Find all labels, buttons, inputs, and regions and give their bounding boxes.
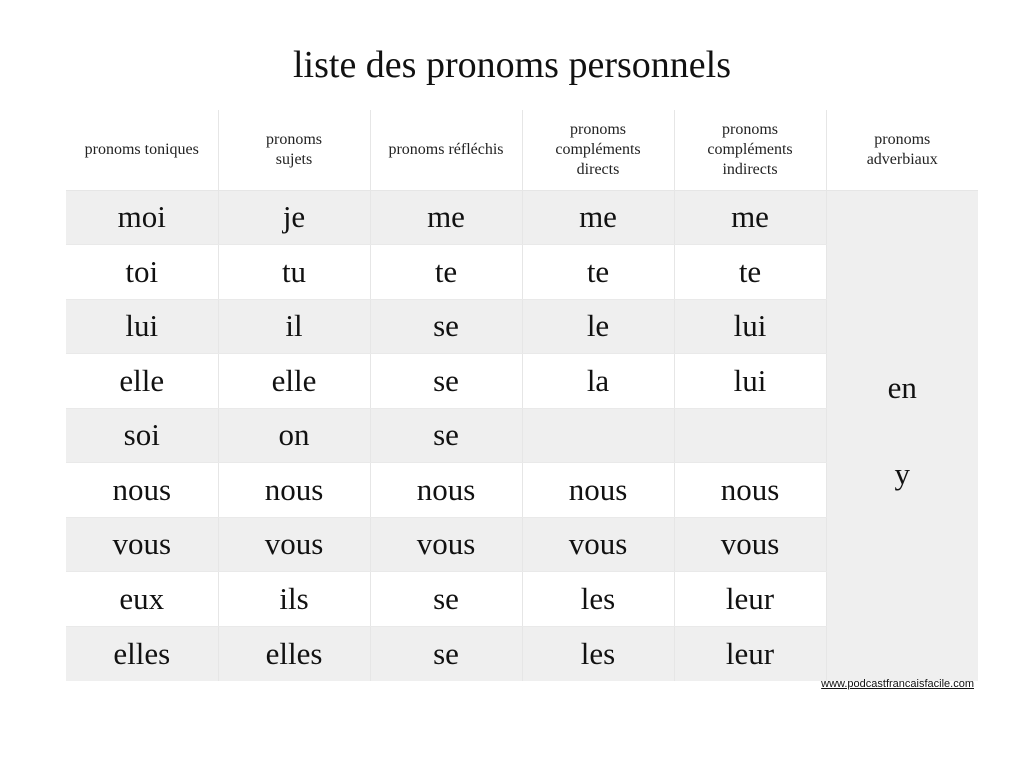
- cell-adverbiaux: [826, 190, 978, 681]
- cell-sujet: elles: [218, 626, 370, 681]
- cell-tonique: eux: [66, 572, 218, 627]
- cell-indirect: nous: [674, 463, 826, 518]
- cell-direct: te: [522, 245, 674, 300]
- cell-reflechi: me: [370, 190, 522, 245]
- adverbial-en: en: [887, 369, 917, 405]
- header-pronoms-adverbiaux: pronoms adverbiaux: [826, 110, 978, 190]
- cell-direct: [522, 408, 674, 463]
- cell-indirect: leur: [674, 626, 826, 681]
- table-row: [66, 190, 978, 245]
- cell-tonique: toi: [66, 245, 218, 300]
- header-pronoms-complements-directs: pronoms compléments directs: [522, 110, 674, 190]
- website-link[interactable]: www.podcastfrancaisfacile.com: [821, 678, 974, 690]
- pronouns-table: [66, 110, 978, 681]
- cell-indirect: vous: [674, 517, 826, 572]
- cell-direct: les: [522, 626, 674, 681]
- cell-sujet: tu: [218, 245, 370, 300]
- cell-reflechi: se: [370, 572, 522, 627]
- cell-indirect: me: [674, 190, 826, 245]
- cell-direct: le: [522, 299, 674, 354]
- cell-indirect: [674, 408, 826, 463]
- header-pronoms-reflechis: pronoms réfléchis: [370, 110, 522, 190]
- cell-sujet: ils: [218, 572, 370, 627]
- header-row: [66, 110, 978, 190]
- adverbial-y: y: [894, 455, 910, 491]
- cell-tonique: elle: [66, 354, 218, 409]
- header-pronoms-sujets: pronoms sujets: [218, 110, 370, 190]
- cell-direct: la: [522, 354, 674, 409]
- header-pronoms-complements-indirects: pronoms compléments indirects: [674, 110, 826, 190]
- cell-reflechi: se: [370, 408, 522, 463]
- cell-indirect: lui: [674, 299, 826, 354]
- cell-tonique: vous: [66, 517, 218, 572]
- page-title: liste des pronoms personnels: [292, 44, 731, 86]
- cell-reflechi: nous: [370, 463, 522, 518]
- cell-direct: les: [522, 572, 674, 627]
- cell-reflechi: se: [370, 626, 522, 681]
- cell-reflechi: se: [370, 299, 522, 354]
- cell-sujet: on: [218, 408, 370, 463]
- cell-indirect: lui: [674, 354, 826, 409]
- cell-tonique: lui: [66, 299, 218, 354]
- cell-indirect: te: [674, 245, 826, 300]
- cell-tonique: nous: [66, 463, 218, 518]
- cell-tonique: soi: [66, 408, 218, 463]
- cell-direct: nous: [522, 463, 674, 518]
- cell-tonique: elles: [66, 626, 218, 681]
- cell-reflechi: se: [370, 354, 522, 409]
- cell-reflechi: te: [370, 245, 522, 300]
- cell-indirect: leur: [674, 572, 826, 627]
- cell-sujet: nous: [218, 463, 370, 518]
- cell-sujet: il: [218, 299, 370, 354]
- cell-direct: vous: [522, 517, 674, 572]
- cell-tonique: moi: [66, 190, 218, 245]
- cell-direct: me: [522, 190, 674, 245]
- cell-sujet: vous: [218, 517, 370, 572]
- cell-sujet: elle: [218, 354, 370, 409]
- cell-sujet: je: [218, 190, 370, 245]
- cell-reflechi: vous: [370, 517, 522, 572]
- header-pronoms-toniques: pronoms toniques: [66, 110, 218, 190]
